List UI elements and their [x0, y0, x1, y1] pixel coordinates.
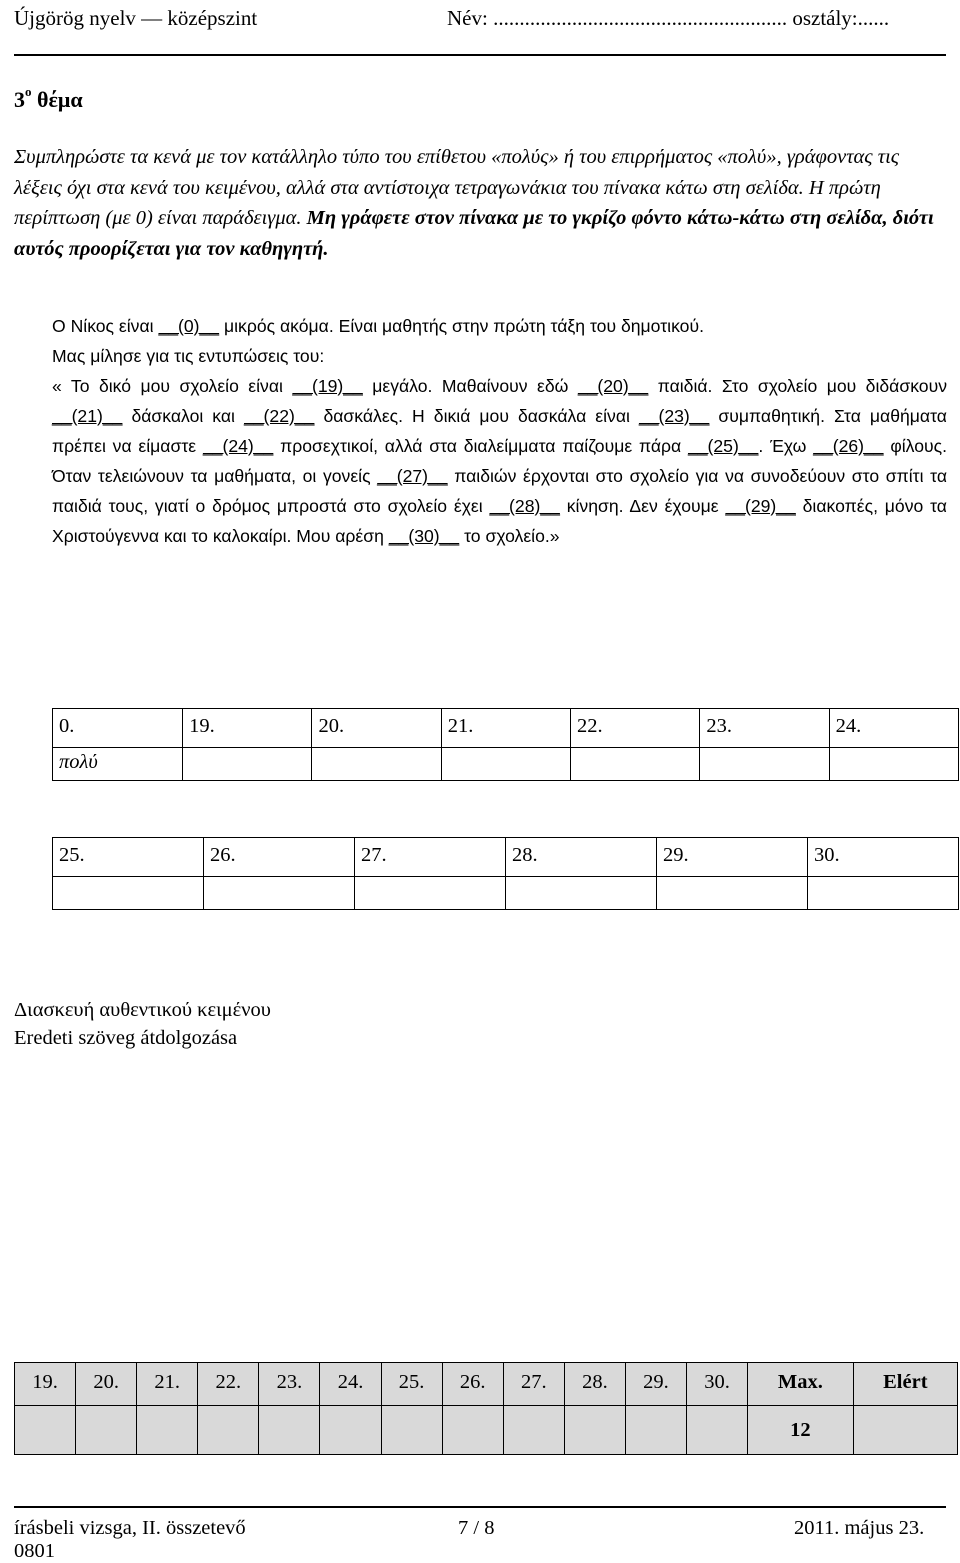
gap-27: __(27)__: [377, 466, 448, 486]
answer-cell-20[interactable]: [312, 748, 441, 781]
score-header: 23.: [259, 1363, 320, 1406]
score-cell: [625, 1406, 686, 1455]
score-cell: [687, 1406, 748, 1455]
text-segment: Ο Νίκος είναι: [52, 316, 159, 336]
score-table: [14, 1362, 958, 1455]
score-header: 27.: [503, 1363, 564, 1406]
answer-cell-23[interactable]: [700, 748, 829, 781]
gap-24: __(24)__: [202, 436, 274, 456]
score-cell: [503, 1406, 564, 1455]
gap-0: __(0)__: [158, 316, 220, 336]
text-segment: δάσκαλοι και: [122, 406, 244, 426]
score-cell: [259, 1406, 320, 1455]
source-note-hungarian: Eredeti szöveg átdolgozása: [14, 1027, 238, 1049]
text-segment: μεγάλο. Μαθαίνουν εδώ: [362, 376, 578, 396]
footer-page-number: 7 / 8: [458, 1517, 495, 1539]
answer-number: 27.: [355, 838, 506, 877]
gap-21: __(21)__: [52, 406, 123, 426]
gap-28: __(28)__: [489, 496, 560, 516]
score-header: 26.: [442, 1363, 503, 1406]
task-word: θέμα: [31, 87, 83, 112]
task-number: 3: [14, 87, 25, 112]
text-segment: συμπαθητική. Στα μαθήματα πρέπει να είμαστε: [52, 406, 947, 456]
text-segment: κίνηση. Δεν έχουμε: [559, 496, 726, 516]
score-header-max: Max.: [748, 1363, 854, 1406]
answer-number: 22.: [571, 709, 700, 748]
footer-rule: [14, 1506, 946, 1508]
answer-number: 23.: [700, 709, 829, 748]
text-segment: μικρός ακόμα. Είναι μαθητής στην πρώτη τάξη του δημοτικού.: [219, 316, 704, 336]
gap-19: __(19)__: [292, 376, 363, 396]
score-header-achieved: Elért: [853, 1363, 957, 1406]
answer-number: 25.: [53, 838, 204, 877]
score-cell: [15, 1406, 76, 1455]
answer-number: 28.: [506, 838, 657, 877]
answer-number-row: [53, 838, 959, 877]
instructions-warning: Μη γράφετε στον πίνακα με το γκρίζο φόντο κάτω-κάτω στη σελίδα, διότι αυτός προορίζεται για τον καθηγητή.: [14, 207, 934, 261]
answer-cell-19[interactable]: [183, 748, 312, 781]
score-max-value: 12: [748, 1406, 854, 1455]
answer-cell-22[interactable]: [571, 748, 700, 781]
gap-23: __(23)__: [638, 406, 710, 426]
answer-cell-26[interactable]: [204, 877, 355, 910]
answer-cell-29[interactable]: [657, 877, 808, 910]
answer-number: 24.: [829, 709, 958, 748]
answer-number: 21.: [441, 709, 570, 748]
answer-number: 30.: [808, 838, 959, 877]
answer-table-2: [52, 837, 959, 910]
score-value-row: [15, 1406, 958, 1455]
answer-value-row: [53, 748, 959, 781]
text-segment: δασκάλες. Η δικιά μου δασκάλα είναι: [314, 406, 639, 426]
answer-number: 20.: [312, 709, 441, 748]
text-line-1: [52, 311, 947, 341]
text-segment: φίλους. Όταν τελειώνουν τα μαθήματα, οι γονείς: [52, 436, 947, 486]
score-header-row: [15, 1363, 958, 1406]
header-name-class-fields: Név: ........................................................ osztály:......: [447, 6, 890, 30]
answer-cell-28[interactable]: [506, 877, 657, 910]
footer-date: 2011. május 23.: [794, 1517, 925, 1539]
footer-exam-name: írásbeli vizsga, II. összetevő: [14, 1517, 246, 1539]
text-line-2: Μας μίλησε για τις εντυπώσεις του:: [52, 346, 325, 366]
score-achieved-value: [853, 1406, 957, 1455]
answer-cell-24[interactable]: [829, 748, 958, 781]
score-header: 24.: [320, 1363, 381, 1406]
score-header: 22.: [198, 1363, 259, 1406]
score-cell: [76, 1406, 137, 1455]
answer-table-1: [52, 708, 959, 781]
gap-25: __(25)__: [687, 436, 759, 456]
text-segment: προσεχτικοί, αλλά στα διαλείμματα παίζουμε πάρα: [273, 436, 688, 456]
score-cell: [381, 1406, 442, 1455]
answer-cell-example: πολύ: [53, 748, 183, 781]
score-cell: [442, 1406, 503, 1455]
text-segment: . Έχω: [758, 436, 814, 456]
answer-number: 29.: [657, 838, 808, 877]
score-header: 30.: [687, 1363, 748, 1406]
text-segment: παιδιά. Στο σχολείο μου διδάσκουν: [648, 376, 947, 396]
text-segment: παιδιών έρχονται στο σχολείο για να συνοδεύουν στο σπίτι τα παιδιά τους, γιατί ο δρόμος μπροστά στο σχολείο έχει: [52, 466, 947, 516]
answer-cell-25[interactable]: [53, 877, 204, 910]
score-cell: [564, 1406, 625, 1455]
instructions-main: Συμπληρώστε τα κενά με τον κατάλληλο τύπο του επίθετου «πολύς» ή του επιρρήματος «πολύ», γράφοντας τις λέξεις όχι στα κενά του κειμένου, αλλά στα αντίστοιχα τετραγωνάκια του πίνακα κάτω στη σελίδα. Η πρώτη περίπτωση (με 0) είναι παράδειγμα.: [14, 146, 900, 230]
text-paragraph: [52, 376, 947, 546]
source-note-greek: Διασκευή αυθεντικού κειμένου: [14, 999, 271, 1021]
gap-fill-text: [52, 311, 947, 551]
answer-cell-27[interactable]: [355, 877, 506, 910]
score-header: 28.: [564, 1363, 625, 1406]
score-cell: [198, 1406, 259, 1455]
text-segment: διακοπές, μόνο τα Χριστούγεννα και το καλοκαίρι. Μου αρέση: [52, 496, 947, 546]
score-header: 20.: [76, 1363, 137, 1406]
gap-20: __(20)__: [577, 376, 649, 396]
answer-number-row: [53, 709, 959, 748]
answer-number: 26.: [204, 838, 355, 877]
answer-cell-30[interactable]: [808, 877, 959, 910]
answer-number: 0.: [53, 709, 183, 748]
task-ordinal: ο: [25, 84, 32, 99]
gap-30: __(30)__: [388, 526, 460, 546]
score-cell: [320, 1406, 381, 1455]
answer-value-row: [53, 877, 959, 910]
footer-code: 0801: [14, 1540, 55, 1562]
gap-22: __(22)__: [243, 406, 315, 426]
text-segment: « Το δικό μου σχολείο είναι: [52, 376, 293, 396]
score-header: 25.: [381, 1363, 442, 1406]
score-header: 19.: [15, 1363, 76, 1406]
text-segment: το σχολείο.»: [459, 526, 560, 546]
instructions: [14, 142, 949, 265]
header-rule: [14, 54, 946, 56]
gap-26: __(26)__: [813, 436, 884, 456]
answer-number: 19.: [183, 709, 312, 748]
answer-cell-21[interactable]: [441, 748, 570, 781]
header-subject: Újgörög nyelv — középszint: [14, 6, 258, 30]
score-header: 29.: [625, 1363, 686, 1406]
score-cell: [137, 1406, 198, 1455]
task-title: [14, 84, 83, 113]
gap-29: __(29)__: [725, 496, 796, 516]
score-header: 21.: [137, 1363, 198, 1406]
